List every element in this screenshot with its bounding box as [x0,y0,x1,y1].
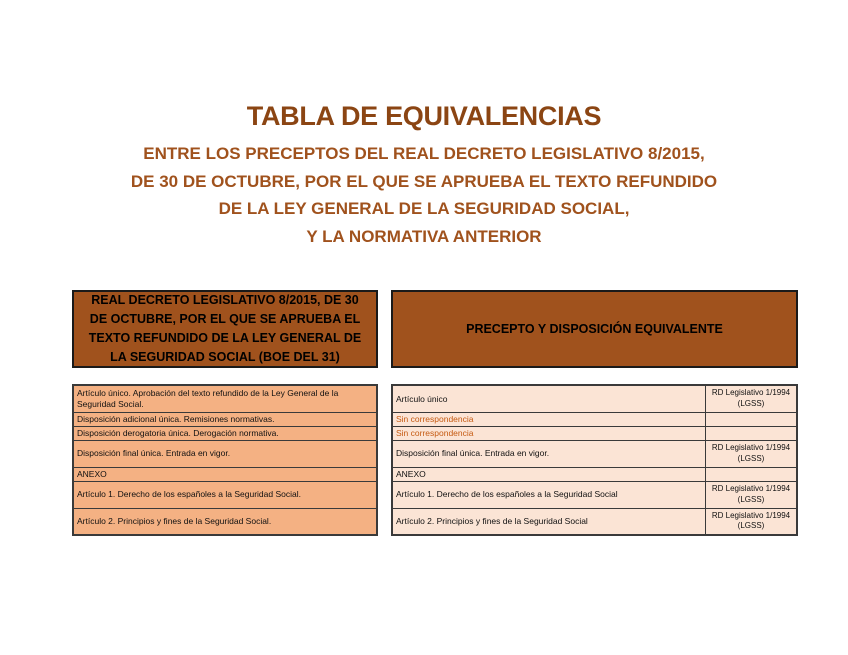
subtitle-line: DE LA LEY GENERAL DE LA SEGURIDAD SOCIAL, [218,199,630,218]
table-cell: Disposición adicional única. Remisiones normativas. [73,412,377,426]
page-title: TABLA DE EQUIVALENCIAS [246,101,602,131]
table-row [73,481,377,508]
precepto-cell: Artículo único [392,385,706,412]
ref-cell [706,426,798,440]
precepto-cell: Sin correspondencia [392,426,706,440]
table-row [73,440,377,467]
header-right: PRECEPTO Y DISPOSICIÓN EQUIVALENTE [391,290,798,368]
precepto-cell: Artículo 2. Principios y fines de la Seguridad Social [392,508,706,535]
subtitle-line: Y LA NORMATIVA ANTERIOR [306,226,542,246]
table-row [392,481,797,508]
header-left: REAL DECRETO LEGISLATIVO 8/2015, DE 30 DE OCTUBRE, POR EL QUE SE APRUEBA EL TEXTO REFUNDIDO DE LA LEY GENERAL DE LA SEGURIDAD SOCIAL (BOE DEL 31) [72,290,378,368]
ref-cell: RD Legislativo 1/1994 (LGSS) [706,481,798,508]
left-table [72,384,378,536]
table-cell: Artículo único. Aprobación del texto refundido de la Ley General de la Seguridad Social. [73,385,377,412]
table-row [73,467,377,481]
table-row [73,412,377,426]
ref-cell: RD Legislativo 1/1994 (LGSS) [706,440,798,467]
table-row [392,385,797,412]
table-cell: ANEXO [73,467,377,481]
table-cell: Disposición final única. Entrada en vigor. [73,440,377,467]
table-row [73,508,377,535]
precepto-cell: Artículo 1. Derecho de los españoles a la Seguridad Social [392,481,706,508]
table-row [73,385,377,412]
ref-cell: RD Legislativo 1/1994 (LGSS) [706,385,798,412]
subtitle-line: ENTRE LOS PRECEPTOS DEL REAL DECRETO LEGISLATIVO 8/2015, [143,144,705,163]
ref-cell: RD Legislativo 1/1994 (LGSS) [706,508,798,535]
table-cell: Artículo 2. Principios y fines de la Seguridad Social. [73,508,377,535]
precepto-cell: Sin correspondencia [392,412,706,426]
precepto-cell: Disposición final única. Entrada en vigor. [392,440,706,467]
precepto-cell: ANEXO [392,467,706,481]
table-row [392,412,797,426]
table-row [392,426,797,440]
table-row [392,467,797,481]
table-cell: Artículo 1. Derecho de los españoles a la Seguridad Social. [73,481,377,508]
page-subtitle [0,140,848,250]
table-cell: Disposición derogatoria única. Derogación normativa. [73,426,377,440]
subtitle-line: DE 30 DE OCTUBRE, POR EL QUE SE APRUEBA EL TEXTO REFUNDIDO [130,171,718,191]
right-table [391,384,798,536]
ref-cell [706,467,798,481]
table-row [73,426,377,440]
ref-cell [706,412,798,426]
table-row [392,440,797,467]
table-row [392,508,797,535]
